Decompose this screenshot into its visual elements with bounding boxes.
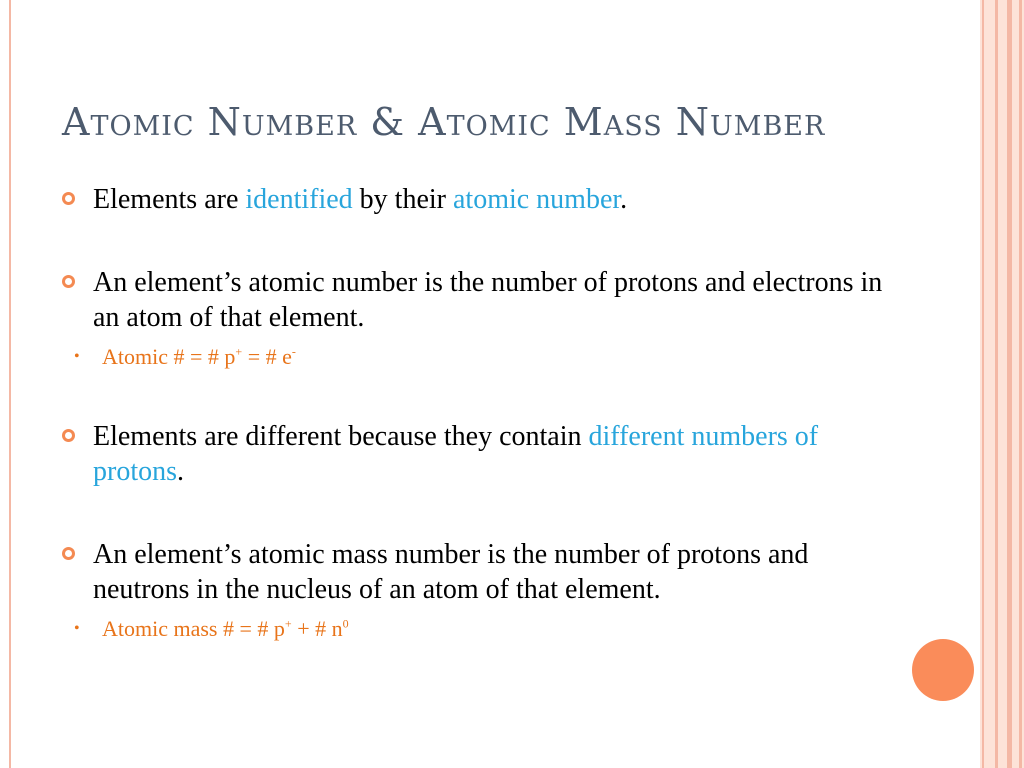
formula-superscript: - bbox=[291, 344, 296, 359]
formula-superscript: 0 bbox=[342, 616, 349, 631]
slide-title: Atomic Number & Atomic Mass Number bbox=[62, 100, 826, 144]
formula-term: # p bbox=[207, 344, 236, 369]
bullet-text: . bbox=[177, 456, 184, 487]
bullet-text: by their bbox=[352, 184, 453, 215]
formula-term: # e bbox=[265, 344, 292, 369]
highlight-text: identified bbox=[245, 184, 353, 215]
bullet-text: Elements are different because they contain bbox=[93, 421, 589, 452]
frame-right-line bbox=[1019, 0, 1022, 768]
sub-bullet-item bbox=[62, 615, 892, 643]
bullet-text: Elements are bbox=[93, 184, 246, 215]
frame-right-line bbox=[995, 0, 998, 768]
orange-circle-icon bbox=[912, 639, 974, 701]
highlight-text: different numbers of protons bbox=[93, 421, 819, 487]
formula-term: # p bbox=[257, 616, 285, 641]
bullet-icon bbox=[62, 547, 75, 560]
bullet-icon bbox=[62, 275, 75, 288]
bullet-icon bbox=[62, 429, 75, 442]
bullet-icon bbox=[62, 192, 75, 205]
formula-superscript: + bbox=[284, 616, 292, 631]
sub-bullet-icon: • bbox=[74, 620, 80, 637]
bullet-list bbox=[62, 182, 892, 643]
bullet-item bbox=[62, 537, 892, 643]
sub-bullet-icon: • bbox=[74, 348, 80, 365]
sub-bullet-item bbox=[62, 343, 892, 371]
formula-term: Atomic # bbox=[102, 344, 190, 369]
formula-operator: = bbox=[190, 344, 208, 369]
bullet-text: An element’s atomic mass number is the number of protons and neutrons in the nucleus of an atom of that element. bbox=[93, 539, 809, 605]
highlight-text: atomic number bbox=[452, 184, 621, 215]
bullet-text: . bbox=[620, 184, 628, 215]
bullet-item bbox=[62, 182, 892, 217]
formula-term: # n bbox=[315, 616, 343, 641]
formula-superscript: + bbox=[235, 344, 243, 359]
frame-right-line bbox=[982, 0, 984, 768]
frame-right-line bbox=[1007, 0, 1012, 768]
formula-operator: = bbox=[242, 344, 266, 369]
bullet-text: An element’s atomic number is the number of protons and electrons in an atom of that element. bbox=[93, 267, 883, 333]
formula-term: Atomic mass # bbox=[102, 616, 240, 641]
frame-left-line bbox=[9, 0, 11, 768]
bullet-item bbox=[62, 419, 892, 489]
bullet-item bbox=[62, 265, 892, 371]
formula-operator: + bbox=[291, 616, 316, 641]
frame-right-band bbox=[980, 0, 1024, 768]
formula-operator: = bbox=[239, 616, 258, 641]
